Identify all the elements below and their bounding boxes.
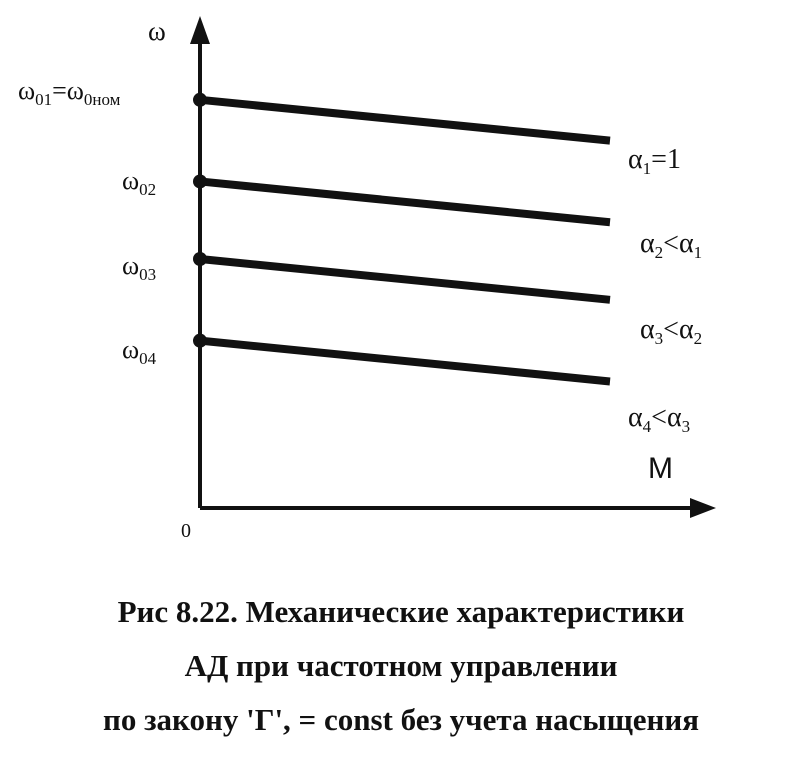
y-axis-label: ω bbox=[148, 16, 166, 46]
origin-label: 0 bbox=[181, 520, 191, 542]
caption-line-2: АД при частотном управлении bbox=[184, 648, 618, 683]
series-marker-4 bbox=[193, 334, 207, 348]
series-line-3 bbox=[200, 259, 610, 300]
series-marker-1 bbox=[193, 93, 207, 107]
x-axis-label: M bbox=[648, 452, 673, 485]
y-marker-label-2: $\omega_{02}$ bbox=[122, 166, 157, 199]
series-line-1 bbox=[200, 100, 610, 141]
series-label-2: $\alpha_2<\alpha_1$ bbox=[640, 228, 703, 262]
x-axis-arrow bbox=[690, 498, 716, 518]
series-marker-3 bbox=[193, 252, 207, 266]
y-marker-label-1: $\omega_{01}=\omega_{0ном}$ bbox=[18, 76, 121, 109]
caption-line-3: по закону 'Г', = const без учета насыщения bbox=[102, 702, 700, 737]
series-marker-2 bbox=[193, 174, 207, 188]
series-label-1: $\alpha_1=1$ bbox=[628, 144, 681, 178]
caption-line-1: Рис 8.22. Механические характеристики bbox=[117, 594, 685, 629]
series-layer bbox=[193, 93, 610, 382]
series-line-4 bbox=[200, 341, 610, 382]
series-label-4: $\alpha_4<\alpha_3$ bbox=[628, 402, 691, 436]
y-marker-label-3: $\omega_{03}$ bbox=[122, 251, 157, 284]
y-axis-arrow bbox=[190, 16, 210, 44]
series-line-2 bbox=[200, 181, 610, 222]
series-label-3: $\alpha_3<\alpha_2$ bbox=[640, 314, 703, 348]
y-marker-label-4: $\omega_{04}$ bbox=[122, 335, 157, 368]
